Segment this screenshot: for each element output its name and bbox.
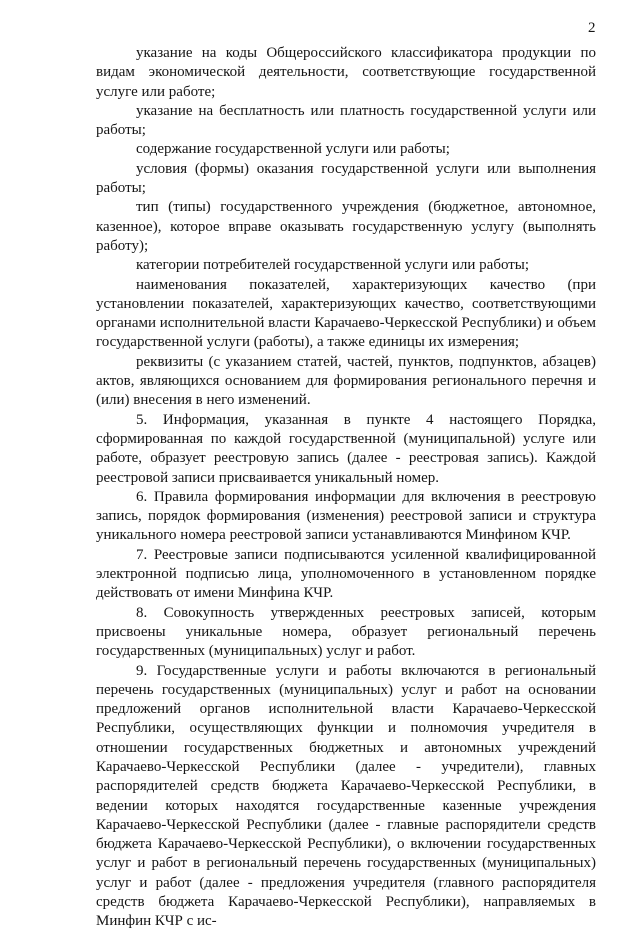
paragraph-item-9: 9. Государственные услуги и работы включаются в региональный перечень государственных (муниципальных) услуг и работ на основании предложений органов исполнительной власти Карачаево-Черкесской Республики, осуществляющих функции и полномочия учредителя в отношении государственных бюджетных и автономных учреждений Карачаево-Черкесской Республики (далее - учредители), главных распорядителей средств бюджета Карачаево-Черкесской Республики, в ведении которых находятся государственные казенные учреждения Карачаево-Черкесской Республики (далее - главные распорядители средств бюджета Карачаево-Черкесской Республики), о включении государственных услуг и работ в региональный перечень государственных (муниципальных) услуг и работ (далее - предложения учредителя (главного распорядителя средств бюджета Карачаево-Черкесской Республики), направляемых в Минфин КЧР с ис- bbox=[96, 662, 596, 930]
paragraph-legal-requisites: реквизиты (с указанием статей, частей, пунктов, подпунктов, абзацев) актов, являющихся основанием для формирования регионального перечня и (или) внесения в него изменений. bbox=[96, 353, 596, 409]
paragraph-consumer-categories: категории потребителей государственной услуги или работы; bbox=[136, 257, 530, 274]
paragraph-item-6: 6. Правила формирования информации для включения в реестровую запись, порядок формирования (изменения) реестровой записи и структура уникального номера реестровой записи устанавливаются Минфином КЧР. bbox=[96, 488, 596, 544]
document-body bbox=[96, 44, 596, 932]
paragraph-quality-indicators: наименования показателей, характеризующих качество (при установлении показателей, характеризующих качество, соответствующими органами исполнительной власти Карачаево-Черкесской Республики) и объем государственной услуги (работы), а также единицы их измерения; bbox=[96, 276, 596, 351]
paragraph-free-or-paid: указание на бесплатность или платность государственной услуги или работы; bbox=[96, 102, 596, 139]
paragraph-institution-type: тип (типы) государственного учреждения (бюджетное, автономное, казенное), которое вправе оказывать государственную услугу (выполнять работу); bbox=[96, 199, 596, 254]
paragraph-item-5: 5. Информация, указанная в пункте 4 настоящего Порядка, сформированная по каждой государственной (муниципальной) услуге или работе, образует реестровую запись (далее - реестровая запись). Каждой реестровой записи присваивается уникальный номер. bbox=[96, 411, 596, 486]
paragraph-okved-codes: указание на коды Общероссийского классификатора продукции по видам экономической деятельности, соответствующие государственной услуге или работе; bbox=[96, 45, 596, 100]
paragraph-item-8: 8. Совокупность утвержденных реестровых записей, которым присвоены уникальные номера, образует региональный перечень государственных (муниципальных) услуг и работ. bbox=[96, 604, 596, 660]
page-number: 2 bbox=[588, 20, 596, 36]
paragraph-item-7: 7. Реестровые записи подписываются усиленной квалифицированной электронной подписью лица, уполномоченного в установленном порядке действовать от имени Минфина КЧР. bbox=[96, 546, 596, 602]
paragraph-service-content: содержание государственной услуги или работы; bbox=[136, 141, 450, 158]
paragraph-service-conditions: условия (формы) оказания государственной услуги или выполнения работы; bbox=[96, 160, 596, 197]
